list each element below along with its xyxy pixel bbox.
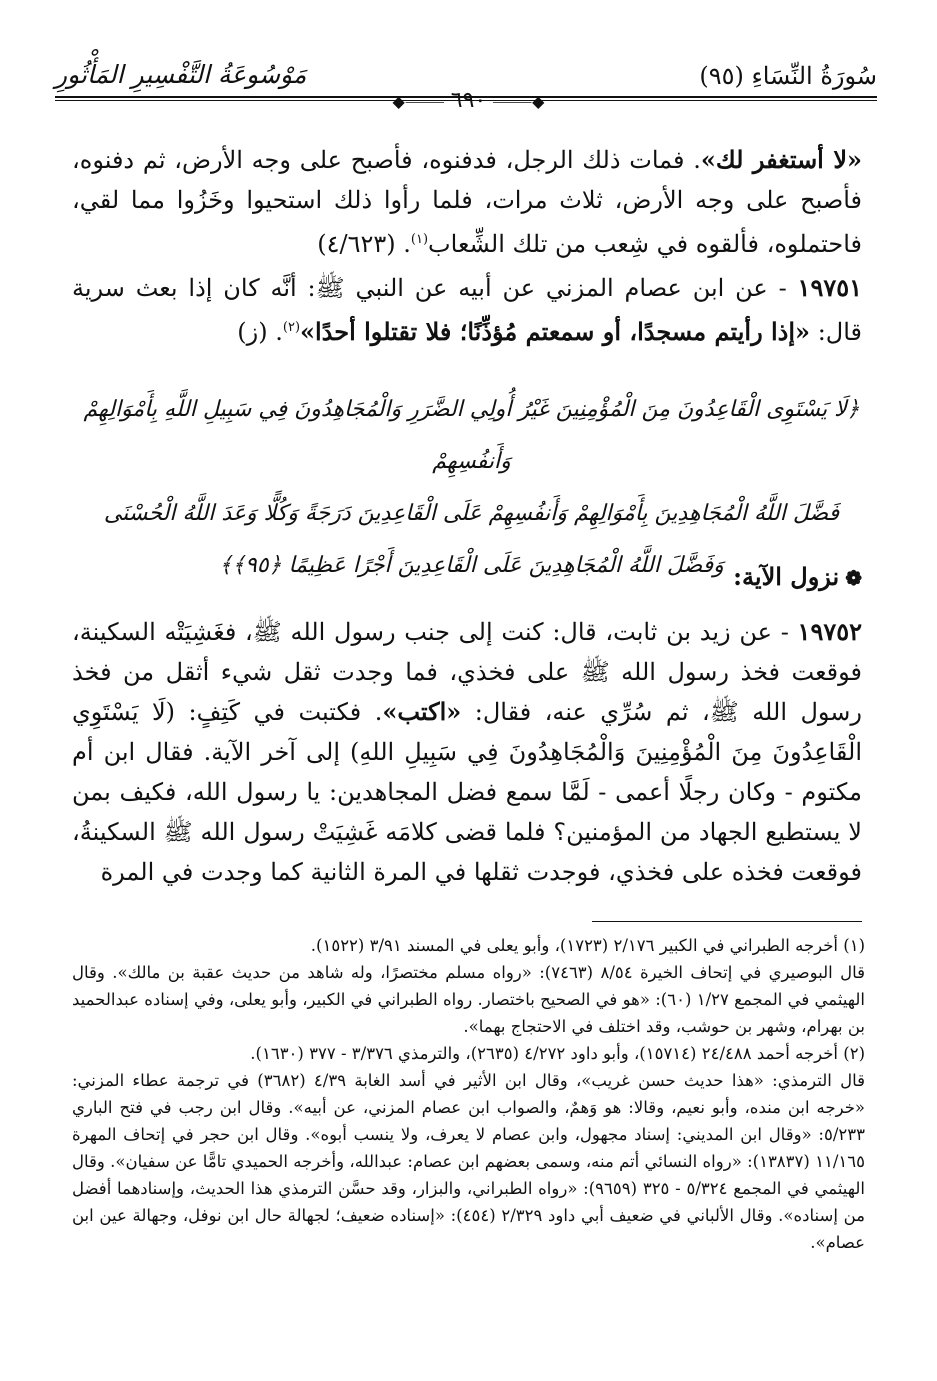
paragraph-text: . فكتبت في كَتِفٍ: (لَا يَسْتَوِي الْقَاعِدُونَ مِنَ الْمُؤْمِنِينَ وَالْمُجَاهِدُونَ فِي سَبِيلِ اللهِ) إلى آخر الآية. فقال ابن أم مكتوم - وكان رجلًا أعمى - لَمَّا سمع فضل المجاهدين: يا رسول الله، فكيف بمن لا يستطيع الجهاد من المؤمنين؟ فلما قضى كلامَه غَشِيَتْ رسول الله ﷺ السكينةُ، فوقعت فخذه على فخذي، فوجدت ثقلها في المرة الثانية كما وجدت في المرة (72, 698, 862, 886)
verse-line: وَفَضَّلَ اللَّهُ الْمُجَاهِدِينَ عَلَى الْقَاعِدِينَ أَجْرًا عَظِيمًا ﴿٩٥﴾﴾ (219, 553, 724, 578)
footnote-marker: (٢) (282, 320, 301, 335)
ornament-icon: ⸻◆ (392, 92, 445, 111)
source-ref: . (ز) (237, 318, 283, 346)
footnote-marker: (١) (410, 232, 429, 247)
hadith-19751 (72, 268, 862, 352)
hadith-number: ١٩٧٥١ (797, 273, 862, 302)
book-title: مَوْسُوعَةُ التَّفْسِيرِ المَأْثُورِ (55, 60, 307, 89)
footnote: (٢) أخرجه أحمد ٢٤/٤٨٨ (١٥٧١٤)، وأبو داود ٤/٢٧٢ (٢٦٣٥)، والترمذي ٣/٣٧٦ - ٣٧٧ (١٦٣٠). (250, 1044, 865, 1063)
prophet-quote: «اكتب» (382, 697, 462, 726)
section-heading (733, 562, 862, 591)
page-number: ٦٩٠ (450, 88, 487, 113)
section-title: نزول الآية: (733, 562, 840, 591)
hadith-number: ١٩٧٥٢ (797, 617, 862, 646)
flower-icon: ❁ (845, 566, 862, 590)
source-ref: . (٤/٦٢٣) (317, 230, 411, 258)
footnote: (١) أخرجه الطبراني في الكبير ٢/١٧٦ (١٧٢٣)، وأبو يعلى في المسند ٣/٩١ (١٥٢٢). (310, 936, 865, 955)
quran-verse (78, 384, 865, 592)
verse-line: ﴿لَا يَسْتَوِى الْقَاعِدُونَ مِنَ الْمُؤْمِنِينَ غَيْرُ أُولِي الضَّرَرِ وَالْمُجَاهِدُونَ فِي سَبِيلِ اللَّهِ بِأَمْوَالِهِمْ وَأَنفُسِهِمْ (83, 397, 860, 474)
surah-title: سُورَةُ النِّسَاءِ (٩٥) (699, 62, 877, 90)
footnote: قال الترمذي: «هذا حديث حسن غريب»، وقال ابن الأثير في أسد الغابة ٤/٣٩ (٣٦٨٢) في ترجمة عطاء المزني: «خرجه ابن منده، وأبو نعيم، وقالا: هو وَهمٌ، والصواب ابن عصام المزني، عن أبيه». وقال ابن رجب في فتح الباري ٥/٢٣٣: «وقال ابن المديني: إسناد مجهول، وابن عصام لا يعرف، ولا ينسب أبوه». وقال ابن حجر في إتحاف المهرة ١١/١٦٥ (١٣٨٣٧): «رواه النسائي أتم منه، وسمى بعضهم ابن عصام: عبدالله، وأخرجه الحميدي تامًّا عن سفيان». وقال الهيثمي في المجمع ٥/٣٢٤ - ٣٢٥ (٩٦٥٩): «رواه الطبراني، والبزار، وقد حسَّن الترمذي هذا الحديث، وإسنادهما أفضل من إسناده». وقال الألباني في ضعيف أبي داود ٢/٣٢٩ (٤٥٤): «إسناده ضعيف؛ لجهالة حال ابن نوفل، وجهالة عين ابن عصام». (72, 1071, 865, 1252)
footnote: قال البوصيري في إتحاف الخيرة ٨/٥٤ (٧٤٦٣): «رواه مسلم مختصرًا، وله شاهد من حديث عقبة بن مالك». وقال الهيثمي في المجمع ١/٢٧ (٦٠): «هو في الصحيح باختصار. رواه الطبراني في الكبير، وأبو يعلى، وفي إسناده عبدالحميد بن بهرام، وشهر بن حوشب، وقد اختلف في الاحتجاج بهما». (72, 963, 866, 1036)
page-number-line (0, 88, 937, 113)
prophet-quote: «لا أستغفر لك» (700, 145, 863, 174)
paragraph-text: . فمات ذلك الرجل، فدفنوه، فأصبح على وجه الأرض، ثم دفنوه، فأصبح على وجه الأرض، ثلاث مرات، فلما رأوا ذلك استحيوا وخَزُوا مما لقي، فاحتملوه، فألقوه في شِعب من تلك الشِّعاب (72, 146, 862, 258)
ornament-icon: ◆⸻ (492, 92, 545, 111)
footnote-separator (592, 921, 862, 922)
paragraph-text: - عن زيد بن ثابت، قال: كنت إلى جنب رسول الله ﷺ، فغَشِيَتْه السكينة، فوقعت فخذ رسول الله ﷺ على فخذي، فما وجدت ثقل شيء أثقل من فخذ رسول الله ﷺ، ثم سُرِّي عنه، فقال: (72, 618, 862, 726)
paragraph-continued (72, 140, 862, 264)
hadith-19752 (72, 612, 862, 892)
footnotes (72, 932, 865, 1256)
paragraph-text: - عن ابن عصام المزني عن أبيه عن النبي ﷺ: أنَّه كان إذا بعث سرية قال: (72, 274, 862, 346)
prophet-quote: «إذا رأيتم مسجدًا، أو سمعتم مُؤذِّنًا؛ فلا تقتلوا أحدًا» (300, 317, 811, 346)
verse-line: فَضَّلَ اللَّهُ الْمُجَاهِدِينَ بِأَمْوَالِهِمْ وَأَنفُسِهِمْ عَلَى الْقَاعِدِينَ دَرَجَةً وَكُلًّا وَعَدَ اللَّهُ الْحُسْنَى (103, 501, 840, 526)
